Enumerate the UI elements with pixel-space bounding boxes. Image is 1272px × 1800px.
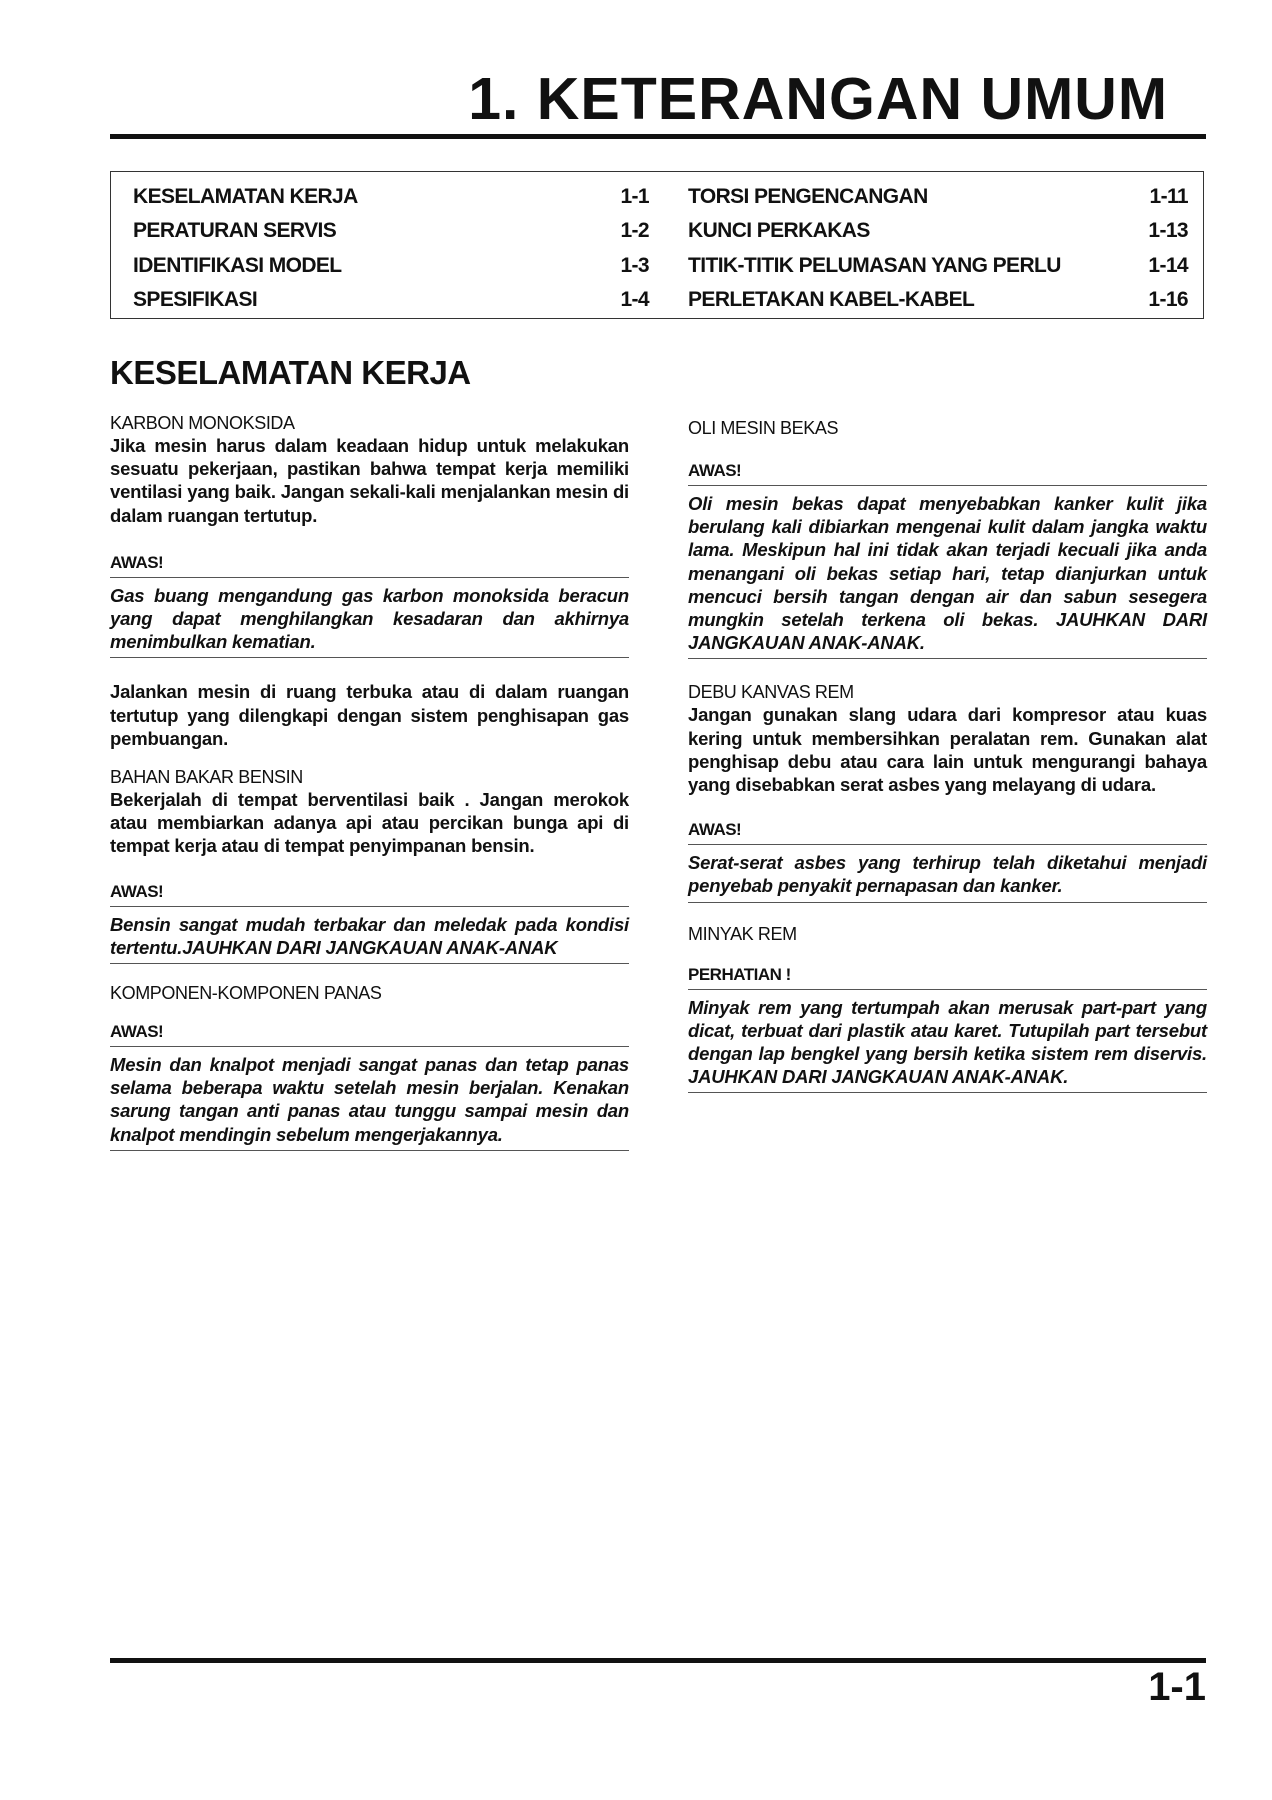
toc-item[interactable] — [688, 214, 1188, 248]
body-paragraph: Jalankan mesin di ruang terbuka atau di dalam ruangan tertutup yang dilengkapi dengan sistem penghisapan gas pembuangan. — [110, 681, 629, 749]
toc-item[interactable] — [133, 283, 649, 317]
page-title: 1. KETERANGAN UMUM — [468, 66, 1168, 132]
warning-text: Oli mesin bekas dapat menyebabkan kanker kulit jika berulang kali dibiarkan mengenai kulit dalam jangka waktu lama. Meskipun hal ini tidak akan terjadi kecuali jika anda menangani oli bekas setiap hari, tetap dianjurkan untuk mencuci bersih tangan dengan air dan sabun sesegera mungkin setelah terkena oli bekas. JAUHKAN DARI JANGKAUAN ANAK-ANAK. — [688, 486, 1207, 659]
toc-item-page: 1-16 — [1148, 288, 1188, 312]
toc-item-label: KESELAMATAN KERJA — [133, 185, 358, 209]
toc-item[interactable] — [688, 180, 1188, 214]
subsection-label: KOMPONEN-KOMPONEN PANAS — [110, 983, 382, 1004]
warning-heading: AWAS! — [110, 882, 629, 907]
left-column — [110, 412, 629, 1151]
warning-text: Gas buang mengandung gas karbon monoksida beracun yang dapat menghilangkan kesadaran dan akhirnya menimbulkan kematian. — [110, 578, 629, 659]
right-column — [688, 417, 1207, 1093]
subsection-label: DEBU KANVAS REM — [688, 682, 854, 703]
toc-left-column — [133, 180, 649, 317]
toc-item-page: 1-14 — [1148, 253, 1188, 277]
body-paragraph: Bekerjalah di tempat berventilasi baik . Jangan merokok atau membiarkan adanya api atau percikan bunga api di tempat kerja atau di tempat penyimpanan bensin. — [110, 789, 629, 857]
body-paragraph: Jangan gunakan slang udara dari kompresor atau kuas kering untuk membersihkan peralatan rem. Gunakan alat penghisap debu atau cara lain untuk mengurangi bahaya yang disebabkan serat asbes yang melayang di udara. — [688, 704, 1207, 796]
toc-item-label: SPESIFIKASI — [133, 288, 258, 312]
subsection-label: KARBON MONOKSIDA — [110, 413, 295, 433]
toc-item-page: 1-13 — [1148, 219, 1188, 243]
subsection-label: OLI MESIN BEKAS — [688, 418, 839, 438]
warning-heading: AWAS! — [110, 1022, 629, 1047]
toc-item-label: PERLETAKAN KABEL-KABEL — [688, 288, 975, 312]
toc-item[interactable] — [133, 249, 649, 283]
warning-heading: AWAS! — [110, 553, 629, 578]
section-title: KESELAMATAN KERJA — [110, 354, 471, 391]
toc-item-label: TORSI PENGENCANGAN — [688, 185, 928, 209]
toc-item[interactable] — [688, 283, 1188, 317]
warning-text: Bensin sangat mudah terbakar dan meledak pada kondisi tertentu.JAUHKAN DARI JANGKAUAN ANAK-ANAK — [110, 907, 629, 964]
toc-item-page: 1-1 — [620, 185, 649, 209]
toc-item-label: KUNCI PERKAKAS — [688, 219, 870, 243]
toc-right-column — [688, 180, 1188, 317]
subsection-label: MINYAK REM — [688, 923, 797, 944]
warning-heading: AWAS! — [688, 820, 1207, 845]
toc-item-page: 1-2 — [620, 219, 649, 243]
toc-item-page: 1-11 — [1149, 185, 1188, 209]
toc-item-label: IDENTIFIKASI MODEL — [133, 253, 342, 277]
toc-item-label: PERATURAN SERVIS — [133, 219, 337, 243]
toc-item-page: 1-4 — [620, 288, 649, 312]
toc-item[interactable] — [133, 214, 649, 248]
toc-item-label: TITIK-TITIK PELUMASAN YANG PERLU — [688, 253, 1061, 277]
toc-item[interactable] — [688, 249, 1188, 283]
caution-heading: PERHATIAN ! — [688, 965, 1207, 990]
toc-item[interactable] — [133, 180, 649, 214]
caution-text: Minyak rem yang tertumpah akan merusak part-part yang dicat, terbuat dari plastik atau karet. Tutupilah part tersebut dengan lap bengkel yang bersih ketika sistem rem diservis. JAUHKAN DARI JANGKAUAN ANAK-ANAK. — [688, 990, 1207, 1094]
page-number: 1-1 — [1148, 1665, 1206, 1709]
footer-rule — [110, 1658, 1206, 1663]
warning-text: Serat-serat asbes yang terhirup telah diketahui menjadi penyebab penyakit pernapasan dan kanker. — [688, 845, 1207, 902]
warning-text: Mesin dan knalpot menjadi sangat panas dan tetap panas selama beberapa waktu setelah mesin berjalan. Kenakan sarung tangan anti panas atau tunggu sampai mesin dan knalpot mendingin sebelum mengerjakannya. — [110, 1047, 629, 1151]
body-paragraph: Jika mesin harus dalam keadaan hidup untuk melakukan sesuatu pekerjaan, pastikan bahwa tempat kerja memiliki ventilasi yang baik. Jangan sekali-kali menjalankan mesin di dalam ruangan tertutup. — [110, 435, 629, 526]
toc-item-page: 1-3 — [620, 253, 649, 277]
table-of-contents — [110, 171, 1204, 319]
warning-heading: AWAS! — [688, 461, 1207, 486]
subsection-label: BAHAN BAKAR BENSIN — [110, 767, 303, 788]
title-rule — [110, 134, 1206, 139]
